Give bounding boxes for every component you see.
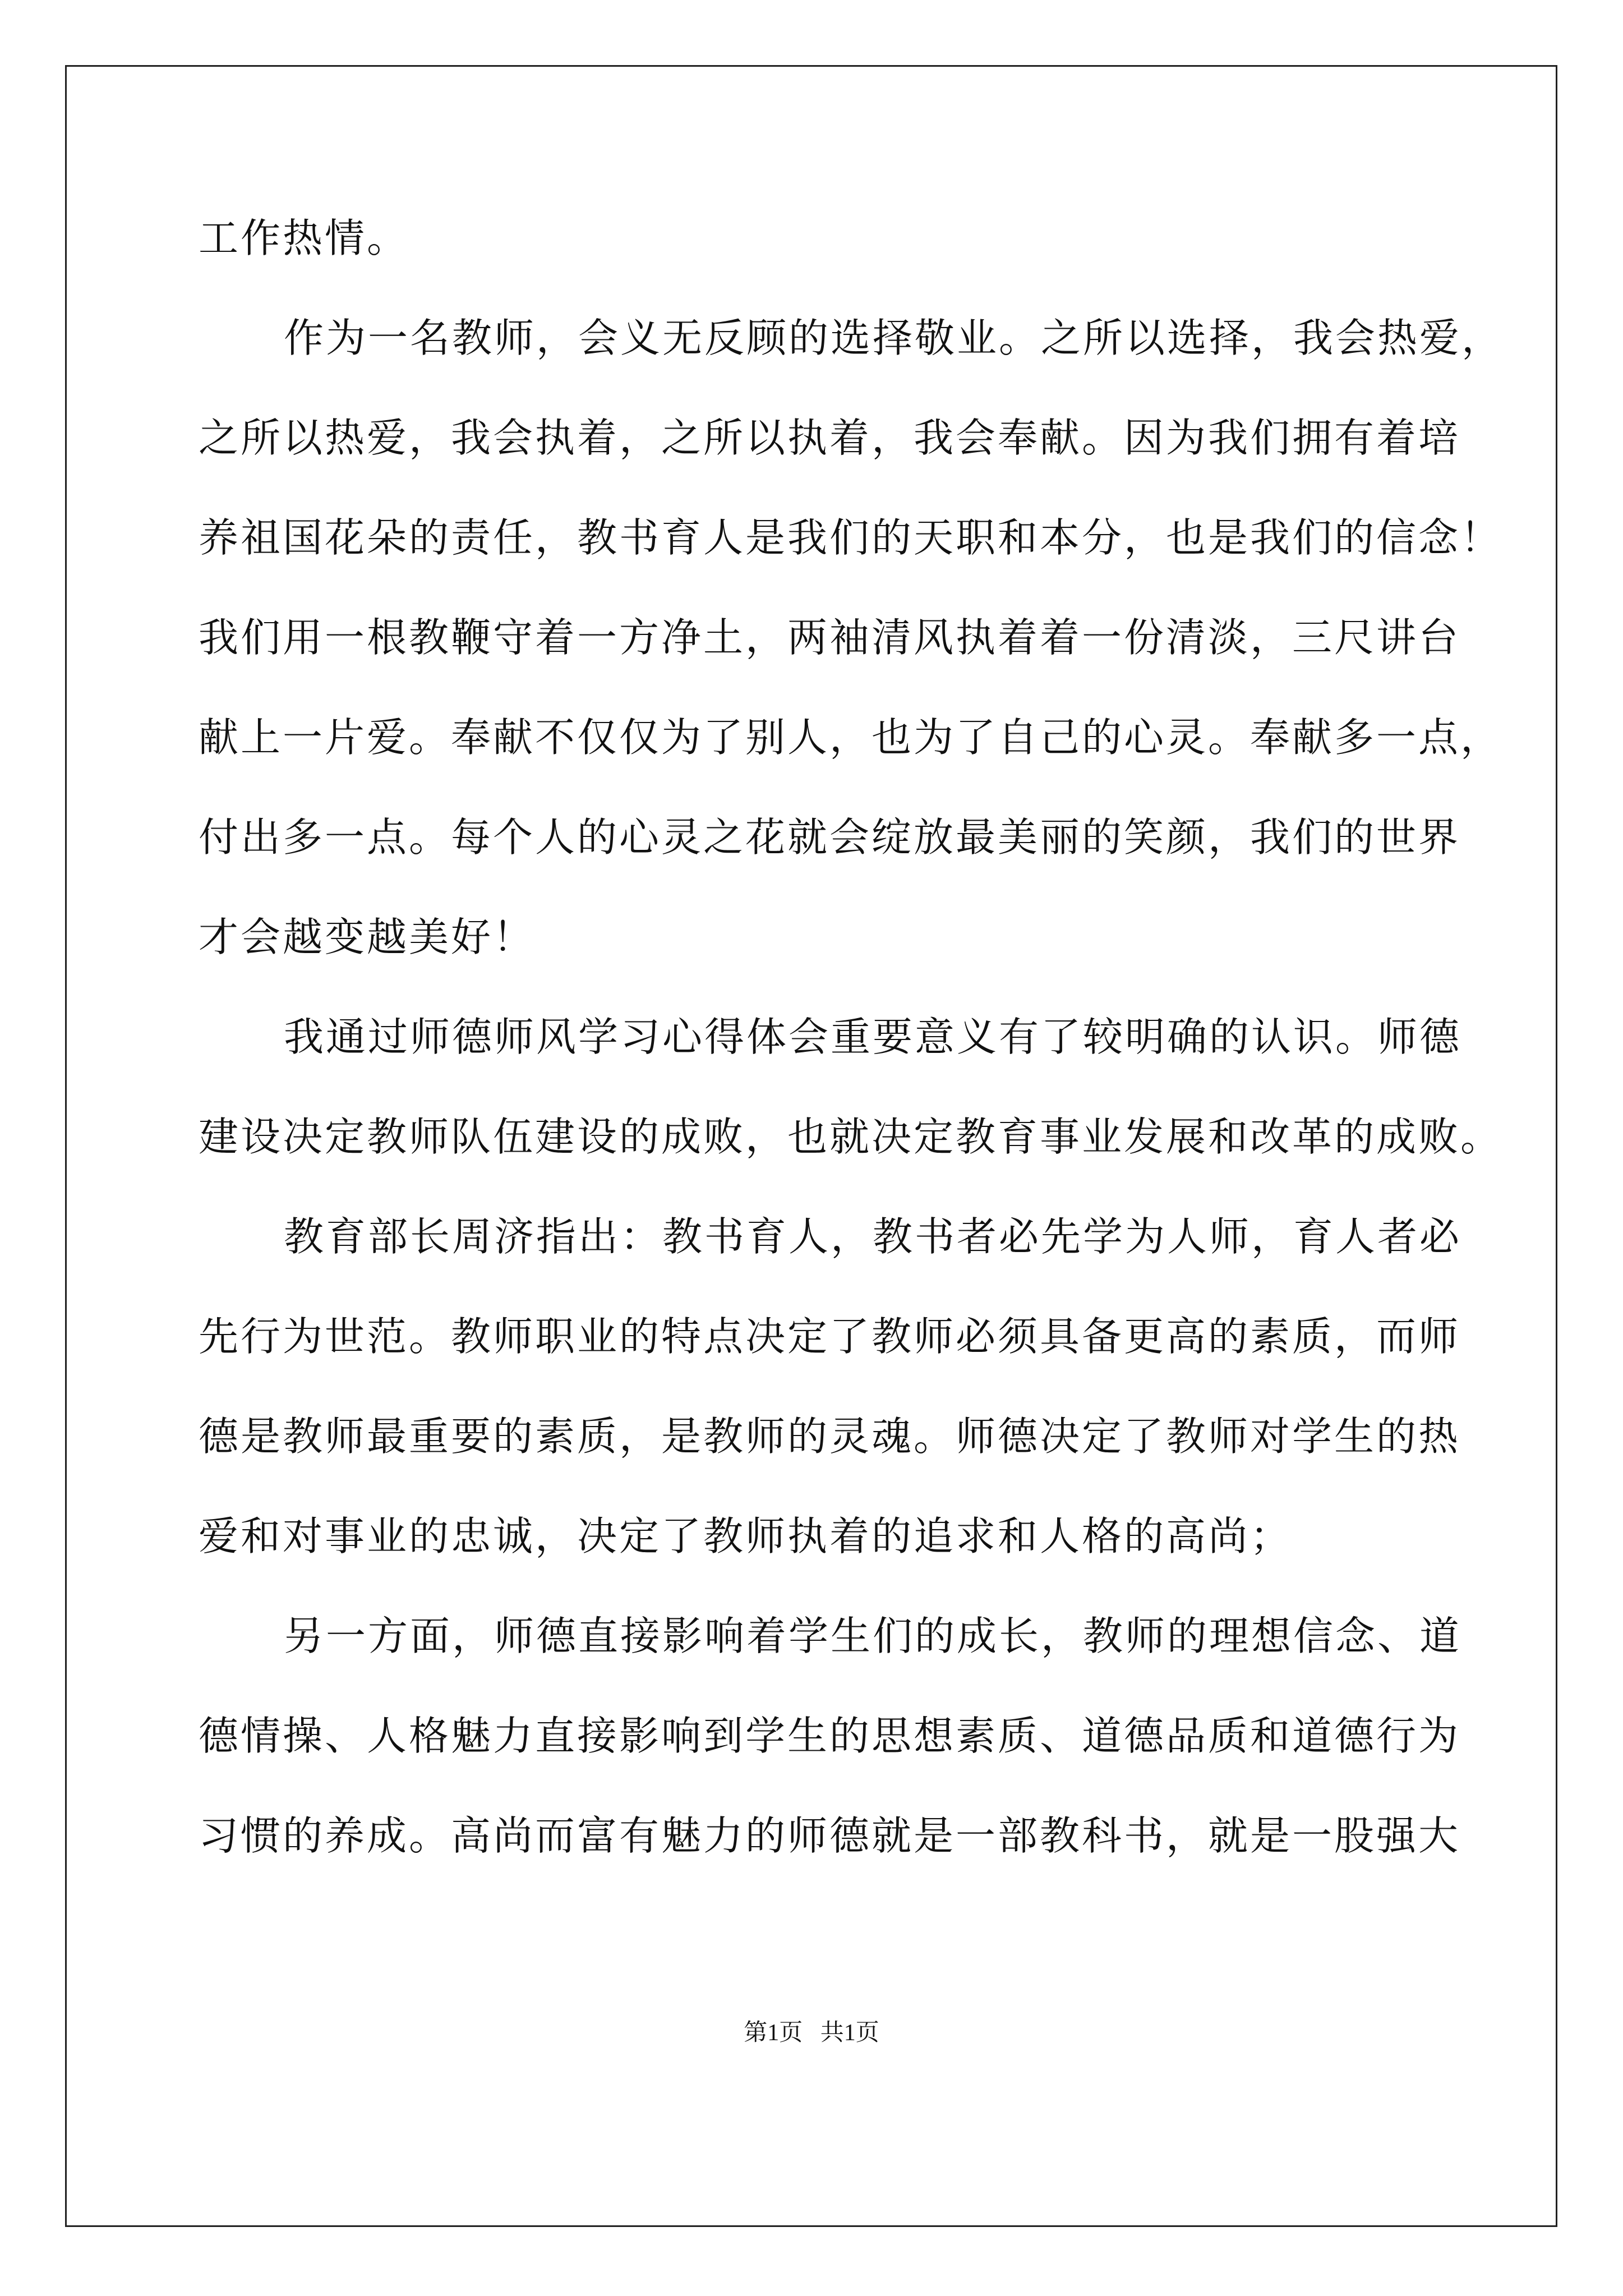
text-line: 习惯的养成。高尚而富有魅力的师德就是一部教科书，就是一股强大 xyxy=(199,1812,1461,1859)
text-line: 先行为世范。教师职业的特点决定了教师必须具备更高的素质，而师 xyxy=(199,1313,1461,1360)
document-body xyxy=(199,188,1504,1886)
text-line: 另一方面，师德直接影响着学生们的成长，教师的理想信念、道 xyxy=(284,1613,1462,1659)
text-line: 德情操、人格魅力直接影响到学生的思想素质、道德品质和道德行为 xyxy=(199,1713,1461,1759)
text-line: 我通过师德师风学习心得体会重要意义有了较明确的认识。师德 xyxy=(284,1014,1462,1060)
text-line: 工作热情。 xyxy=(199,215,409,261)
text-line: 之所以热爱，我会执着，之所以执着，我会奉献。因为我们拥有着培 xyxy=(199,415,1461,461)
text-line: 爱和对事业的忠诚，决定了教师执着的追求和人格的高尚； xyxy=(199,1513,1293,1559)
text-line: 我们用一根教鞭守着一方净土，两袖清风执着着一份清淡，三尺讲台 xyxy=(199,614,1461,661)
text-line: 教育部长周济指出：教书育人，教书者必先学为人师，育人者必 xyxy=(284,1213,1462,1260)
text-line: 付出多一点。每个人的心灵之花就会绽放最美丽的笑颜，我们的世界 xyxy=(199,814,1461,861)
text-line: 德是教师最重要的素质，是教师的灵魂。师德决定了教师对学生的热 xyxy=(199,1413,1461,1460)
page-footer xyxy=(0,2014,1623,2047)
text-line: 献上一片爱。奉献不仅仅为了别人，也为了自己的心灵。奉献多一点， xyxy=(199,714,1503,761)
page-number: 第1页 共1页 xyxy=(744,2020,879,2046)
text-line: 作为一名教师，会义无反顾的选择敬业。之所以选择，我会热爱， xyxy=(284,315,1504,361)
text-line: 建设决定教师队伍建设的成败，也就决定教育事业发展和改革的成败。 xyxy=(199,1114,1503,1160)
text-line: 养祖国花朵的责任，教书育人是我们的天职和本分，也是我们的信念！ xyxy=(199,514,1503,561)
text-line: 才会越变越美好！ xyxy=(199,914,536,960)
